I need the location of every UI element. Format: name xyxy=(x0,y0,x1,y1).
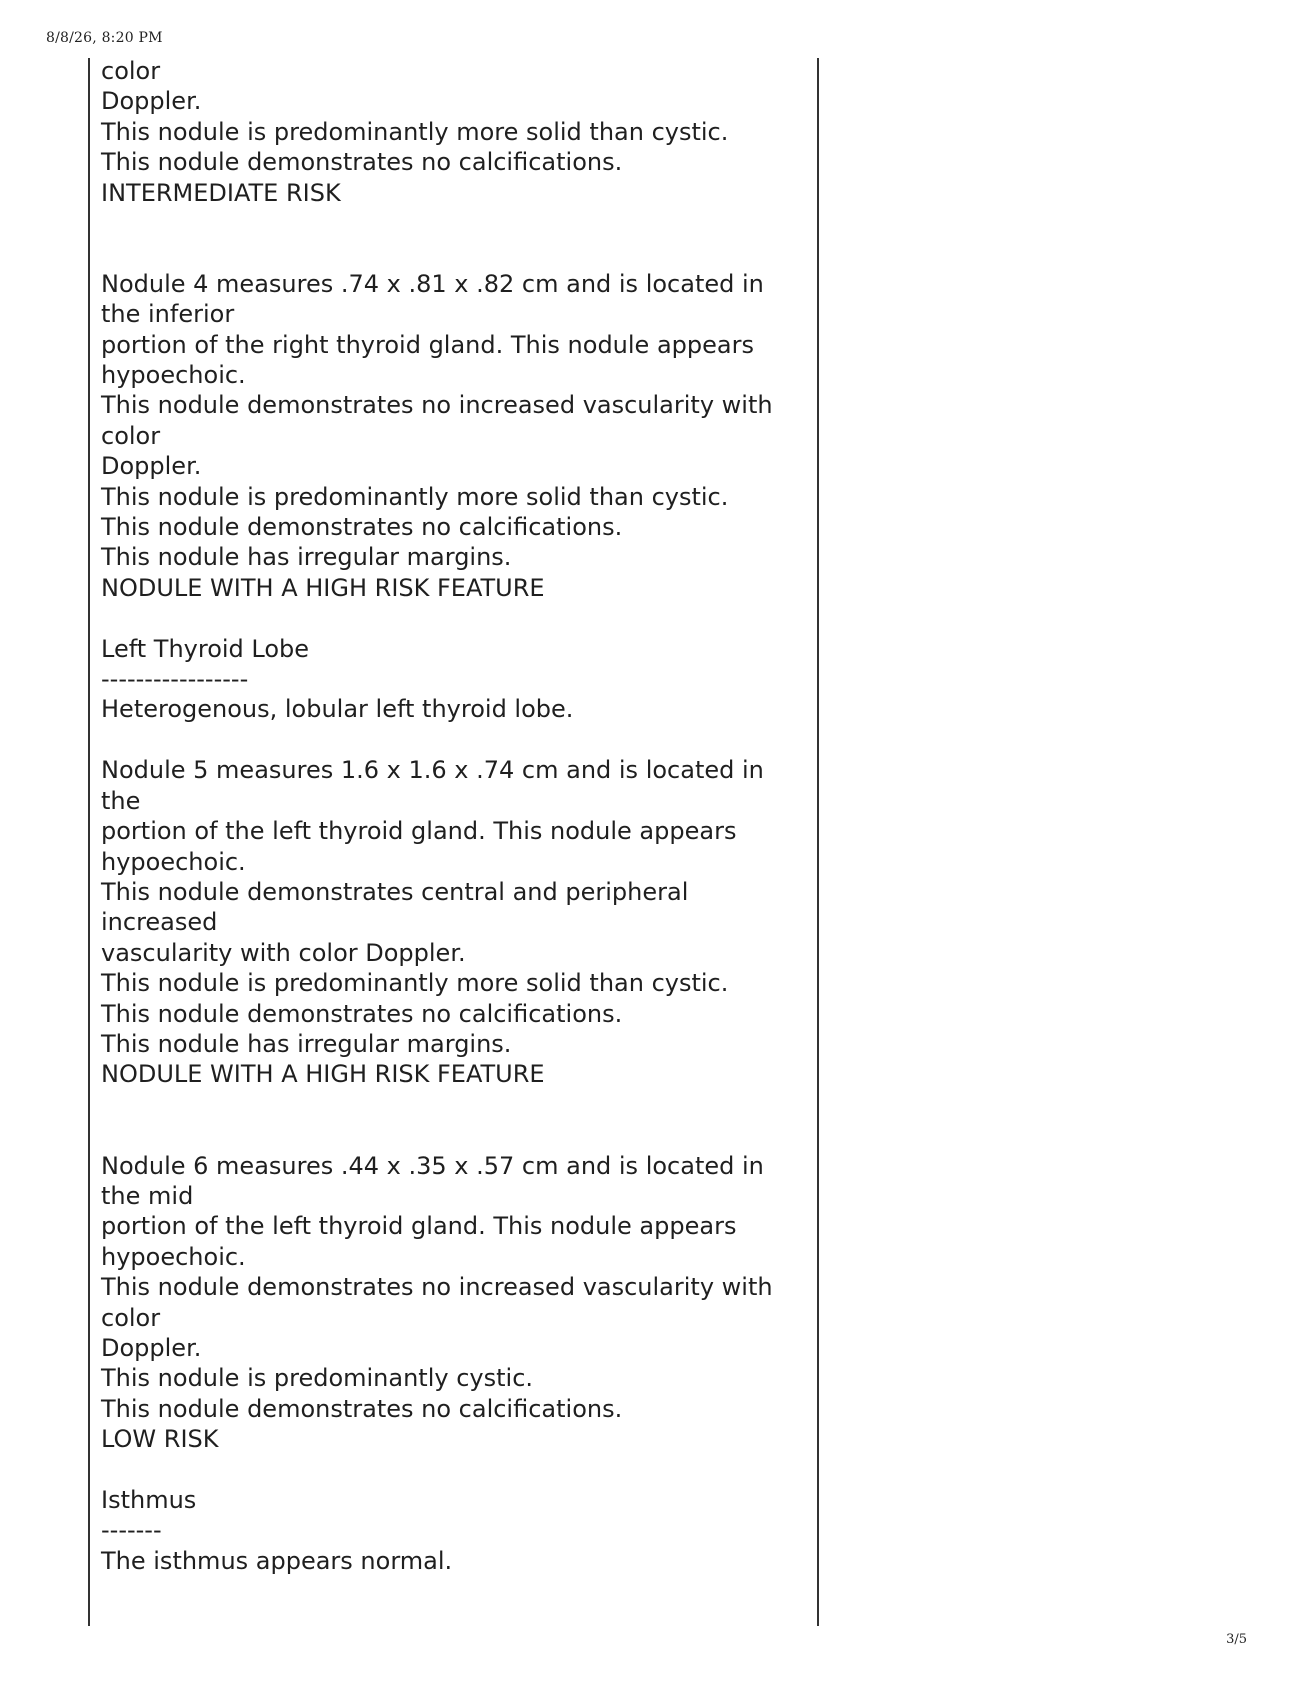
report-line: This nodule has irregular margins. xyxy=(101,543,512,572)
report-line: This nodule is predominantly cystic. xyxy=(101,1364,534,1393)
report-line xyxy=(101,208,821,238)
report-line xyxy=(101,1455,821,1485)
report-line: NODULE WITH A HIGH RISK FEATURE xyxy=(101,1060,545,1089)
report-line: Nodule 5 measures 1.6 x 1.6 x .74 cm and is located in xyxy=(101,756,764,785)
report-line: the inferior xyxy=(101,300,235,329)
report-line: This nodule demonstrates no increased vascularity with xyxy=(101,1273,773,1302)
report-line: color xyxy=(101,421,161,450)
report-line: INTERMEDIATE RISK xyxy=(101,178,341,207)
report-line: LOW RISK xyxy=(101,1425,219,1454)
report-line: The isthmus appears normal. xyxy=(101,1546,453,1575)
report-line: Left Thyroid Lobe xyxy=(101,634,310,663)
report-line: hypoechoic. xyxy=(101,847,246,876)
report-line: This nodule demonstrates no calcifications. xyxy=(101,513,623,542)
report-line: This nodule demonstrates no calcifications. xyxy=(101,999,623,1028)
report-line: This nodule demonstrates no calcifications. xyxy=(101,148,623,177)
report-line: Nodule 4 measures .74 x .81 x .82 cm and is located in xyxy=(101,269,764,298)
report-line: portion of the left thyroid gland. This nodule appears xyxy=(101,817,737,846)
report-line: Heterogenous, lobular left thyroid lobe. xyxy=(101,695,574,724)
report-line: color xyxy=(101,1303,161,1332)
report-line: portion of the right thyroid gland. This nodule appears xyxy=(101,330,754,359)
report-line xyxy=(101,603,821,633)
report-line: Doppler. xyxy=(101,1333,202,1362)
report-line: Doppler. xyxy=(101,452,202,481)
report-line: ------- xyxy=(101,1516,162,1545)
report-line: This nodule has irregular margins. xyxy=(101,1029,512,1058)
report-line: hypoechoic. xyxy=(101,1242,246,1271)
report-line: portion of the left thyroid gland. This nodule appears xyxy=(101,1212,737,1241)
report-line: Nodule 6 measures .44 x .35 x .57 cm and is located in xyxy=(101,1151,764,1180)
report-line: NODULE WITH A HIGH RISK FEATURE xyxy=(101,573,545,602)
report-line xyxy=(101,725,821,755)
report-line: This nodule demonstrates no increased vascularity with xyxy=(101,391,773,420)
report-line: ----------------- xyxy=(101,665,249,694)
print-datetime-header: 8/8/26, 8:20 PM xyxy=(46,30,163,46)
report-line: This nodule is predominantly more solid than cystic. xyxy=(101,969,729,998)
report-line xyxy=(101,1120,821,1150)
report-text-body xyxy=(101,56,821,1576)
report-line: hypoechoic. xyxy=(101,361,246,390)
report-line: increased xyxy=(101,908,218,937)
report-line xyxy=(101,1090,821,1120)
report-line: This nodule demonstrates central and peripheral xyxy=(101,877,689,906)
report-line: This nodule is predominantly more solid than cystic. xyxy=(101,482,729,511)
report-line: the xyxy=(101,786,141,815)
report-line: color xyxy=(101,57,161,85)
report-line: This nodule demonstrates no calcifications. xyxy=(101,1394,623,1423)
report-line: This nodule is predominantly more solid than cystic. xyxy=(101,117,729,146)
report-line: Doppler. xyxy=(101,87,202,116)
report-line: vascularity with color Doppler. xyxy=(101,938,466,967)
report-line: the mid xyxy=(101,1181,194,1210)
page-number-footer: 3/5 xyxy=(1226,1632,1247,1647)
report-line: Isthmus xyxy=(101,1485,197,1514)
report-line xyxy=(101,238,821,268)
